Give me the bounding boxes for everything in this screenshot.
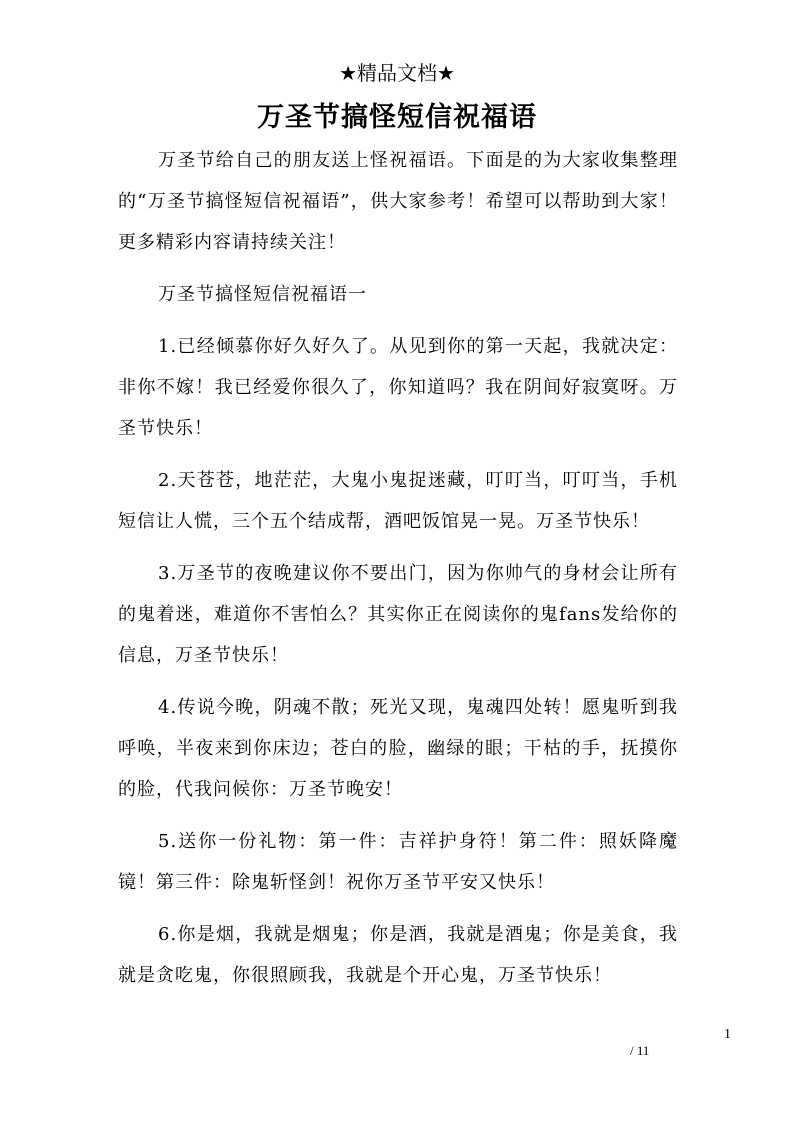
document-title: 万圣节搞怪短信祝福语	[257, 102, 537, 133]
message-item-5: 5.送你一份礼物：第一件：吉祥护身符！第二件：照妖降魔镜！第三件：除鬼斩怪剑！祝你万圣节平安又快乐！	[118, 831, 678, 893]
document-body	[118, 140, 678, 1007]
document-header-mark: ★精品文档★	[339, 61, 455, 85]
intro-paragraph: 万圣节给自己的朋友送上怪祝福语。下面是的为大家收集整理的“万圣节搞怪短信祝福语”，供大家参考！希望可以帮助到大家！更多精彩内容请持续关注！	[118, 150, 678, 253]
section-heading: 万圣节搞怪短信祝福语一	[158, 284, 367, 305]
message-item-3: 3.万圣节的夜晚建议你不要出门，因为你帅气的身材会让所有的鬼着迷，难道你不害怕么？其实你正在阅读你的鬼fans发给你的信息，万圣节快乐！	[118, 563, 678, 666]
message-item-4: 4.传说今晚，阴魂不散；死光又现，鬼魂四处转！愿鬼听到我呼唤，半夜来到你床边；苍白的脸，幽绿的眼；干枯的手，抚摸你的脸，代我问候你：万圣节晚安！	[118, 697, 678, 800]
page-total: / 11	[630, 1043, 650, 1058]
page-number: 1	[724, 1027, 731, 1042]
message-item-1: 1.已经倾慕你好久好久了。从见到你的第一天起，我就决定：非你不嫁！我已经爱你很久了，你知道吗？我在阴间好寂寞呀。万圣节快乐！	[118, 336, 678, 439]
message-item-2: 2.天苍苍，地茫茫，大鬼小鬼捉迷藏，叮叮当，叮叮当，手机短信让人慌，三个五个结成帮，酒吧饭馆晃一晃。万圣节快乐！	[118, 470, 678, 532]
message-item-6: 6.你是烟，我就是烟鬼；你是酒，我就是酒鬼；你是美食，我就是贪吃鬼，你很照顾我，我就是个开心鬼，万圣节快乐！	[118, 924, 678, 986]
